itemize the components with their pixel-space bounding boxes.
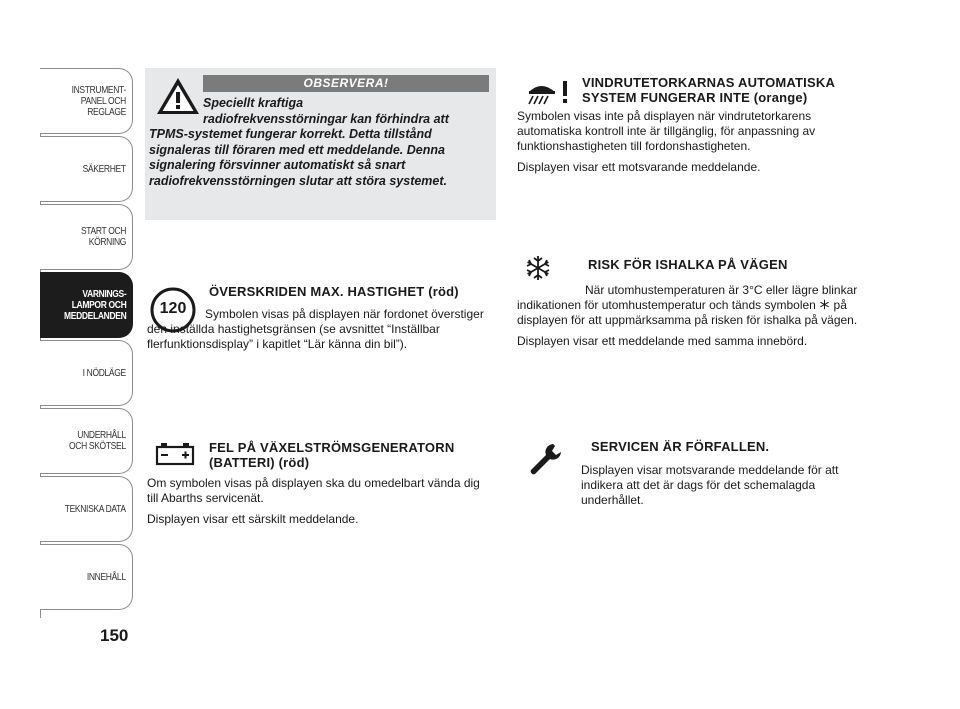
tab-label: TEKNISKA DATA xyxy=(65,503,126,515)
wipers-section xyxy=(517,75,867,181)
ice-text-1b: på displayen för att uppmärksamma på risken för ishalka på vägen. xyxy=(517,298,858,327)
snowflake-inline-icon xyxy=(819,299,830,310)
ice-title: RISK FÖR ISHALKA PÅ VÄGEN xyxy=(588,257,788,272)
tab-label: INNEHÅLL xyxy=(87,571,126,583)
wipers-title: VINDRUTETORKARNAS AUTOMATISKA SYSTEM FUNGERAR INTE (orange) xyxy=(582,75,835,105)
ice-text-1 xyxy=(517,283,867,328)
tab-start-korning[interactable] xyxy=(40,204,133,270)
speed-limit-value: 120 xyxy=(159,300,187,317)
warning-box xyxy=(145,68,496,220)
wipers-text-1: Symbolen visas inte på displayen när vindrutetorkarens automatiska kontroll inte är tillgänglig, för anpassning av funktionshastigheten till fordonshastigheten. xyxy=(517,109,816,153)
service-section xyxy=(517,439,867,514)
tab-varningslampor[interactable] xyxy=(40,272,133,338)
battery-section xyxy=(147,440,487,533)
tab-instrumentpanel[interactable] xyxy=(40,68,133,134)
battery-title: FEL PÅ VÄXELSTRÖMSGENERATORN (BATTERI) (röd) xyxy=(209,440,455,470)
ice-text-2: Displayen visar ett meddelande med samma innebörd. xyxy=(517,334,808,348)
wipers-text-2: Displayen visar ett motsvarande meddelande. xyxy=(517,160,761,174)
tab-label: I NÖDLÄGE xyxy=(82,367,126,379)
ice-text-1a: När utomhustemperaturen är 3°C eller lägre blinkar indikationen för utomhustemperatur och tänds symbolen xyxy=(517,283,858,312)
speed-title: ÖVERSKRIDEN MAX. HASTIGHET (röd) xyxy=(209,284,459,299)
tab-sakerhet[interactable] xyxy=(40,136,133,202)
page-number: 150 xyxy=(100,626,129,645)
tab-label: START OCH KÖRNING xyxy=(80,226,126,248)
tab-tekniska-data[interactable] xyxy=(40,476,133,542)
tab-label: UNDERHÅLL OCH SKÖTSEL xyxy=(69,430,126,452)
tab-label: VARNINGS- LAMPOR OCH MEDDELANDEN xyxy=(63,288,126,322)
warning-rest: radiofrekvensstörningar kan förhindra att TPMS-systemet fungerar korrekt. Detta tillstånd signaleras till föraren med ett meddelande. Denna signalering försvinner automatiskt så snart radiofrekvensstörningen slutar att störa systemet. xyxy=(149,111,449,188)
battery-text-1: Om symbolen visas på displayen ska du omedelbart vända dig till Abarths servicenät. xyxy=(147,476,480,505)
service-title: SERVICEN ÄR FÖRFALLEN. xyxy=(591,439,770,454)
chapter-sidebar xyxy=(40,68,133,612)
tab-underhall[interactable] xyxy=(40,408,133,474)
warning-banner: OBSERVERA! xyxy=(203,75,489,92)
tab-innehall[interactable] xyxy=(40,544,133,610)
tab-label: SÄKERHET xyxy=(82,163,126,175)
service-text: Displayen visar motsvarande meddelande för att indikera att det är dags för det schemalagda underhållet. xyxy=(581,463,839,507)
battery-text-2: Displayen visar ett särskilt meddelande. xyxy=(147,512,359,526)
speed-text: Symbolen visas på displayen när fordonet överstiger den inställda hastighetsgränsen (se avsnittet “Inställbar flerfunktionsdisplay” i kapitlet “Lär känna din bil”). xyxy=(147,307,484,351)
ice-section xyxy=(517,257,867,355)
tab-i-nodlage[interactable] xyxy=(40,340,133,406)
tab-label: INSTRUMENT- PANEL OCH REGLAGE xyxy=(71,84,126,118)
speed-section xyxy=(147,284,487,358)
warning-text xyxy=(149,96,487,189)
warning-line1: Speciellt kraftiga xyxy=(203,96,304,110)
